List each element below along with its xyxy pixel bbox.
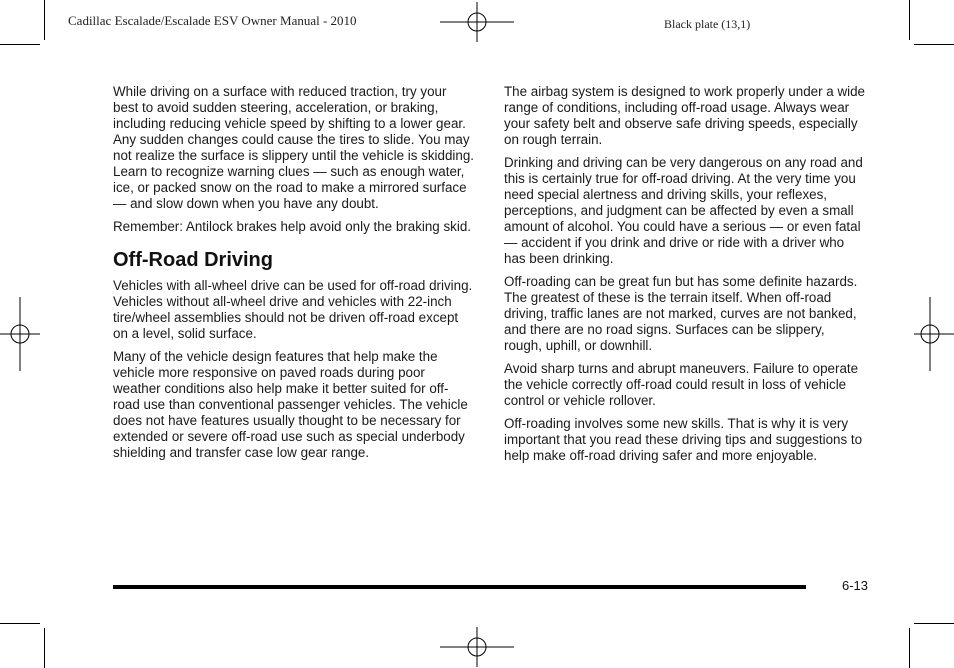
crop-mark — [914, 623, 954, 624]
registration-mark-icon — [440, 2, 514, 42]
crop-mark — [44, 628, 45, 668]
crop-mark — [909, 0, 910, 40]
plate-label: Black plate (13,1) — [664, 17, 751, 31]
crop-mark — [0, 623, 40, 624]
crop-mark — [44, 0, 45, 40]
crop-mark — [0, 44, 40, 45]
manual-title: Cadillac Escalade/Escalade ESV Owner Manual - 2010 — [68, 13, 357, 28]
registration-mark-icon — [440, 627, 514, 667]
left-column — [113, 84, 475, 468]
section-heading: Off-Road Driving — [113, 249, 273, 271]
paragraph: The airbag system is designed to work properly under a wide range of conditions, including off-road usage. Always wear your safety belt and observe safe driving speeds, especially on rough terrain. — [504, 84, 865, 147]
paragraph: Vehicles with all-wheel drive can be used for off-road driving. Vehicles without all-wheel drive and vehicles with 22-inch tire/wheel assemblies should not be driven off-road except on a level, solid surface. — [113, 278, 473, 341]
paragraph: Avoid sharp turns and abrupt maneuvers. Failure to operate the vehicle correctly off-road could result in loss of vehicle control or vehicle rollover. — [504, 361, 859, 408]
crop-mark — [914, 44, 954, 45]
paragraph: Drinking and driving can be very dangerous on any road and this is certainly true for off-road driving. At the very time you need special alertness and driving skills, your reflexes, perceptions, and judgment can be affected by even a small amount of alcohol. You could have a serious — or even fatal — accident if you drink and drive or ride with a driver who has been drinking. — [504, 155, 863, 266]
registration-mark-icon — [0, 297, 40, 371]
right-column — [504, 84, 866, 471]
footer-rule — [113, 585, 806, 589]
paragraph: Remember: Antilock brakes help avoid only the braking skid. — [113, 219, 472, 234]
crop-mark — [909, 628, 910, 668]
paragraph: While driving on a surface with reduced traction, try your best to avoid sudden steering, acceleration, or braking, including reducing vehicle speed by shifting to a lower gear. Any sudden changes could cause the tires to slide. You may not realize the surface is slippery until the vehicle is skidding. Learn to recognize warning clues — such as enough water, ice, or packed snow on the road to make a mirrored surface — and slow down when you have any doubt. — [113, 84, 474, 211]
paragraph: Many of the vehicle design features that help make the vehicle more responsive on paved roads during poor weather conditions also help make it better suited for off-road use than conventional passenger vehicles. The vehicle does not have features usually thought to be necessary for extended or severe off-road use such as special underbody shielding and transfer case low gear range. — [113, 349, 468, 460]
paragraph: Off-roading can be great fun but has some definite hazards. The greatest of these is the terrain itself. When off-road driving, traffic lanes are not marked, curves are not banked, and there are no road signs. Surfaces can be slippery, rough, uphill, or downhill. — [504, 274, 858, 353]
page-number: 6-13 — [842, 578, 869, 593]
paragraph: Off-roading involves some new skills. That is why it is very important that you read these driving tips and suggestions to help make off-road driving safer and more enjoyable. — [504, 416, 863, 463]
registration-mark-icon — [914, 297, 954, 371]
